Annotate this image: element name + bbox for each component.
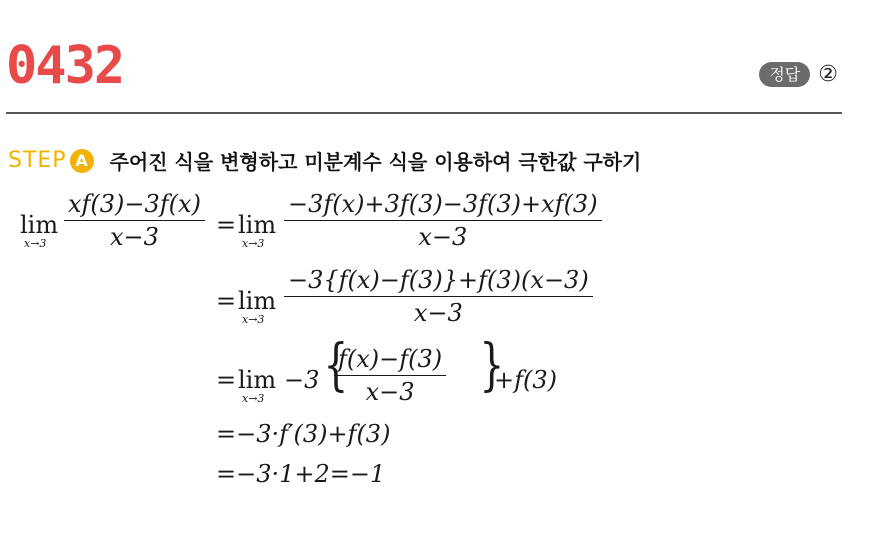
equals-sign: = bbox=[216, 287, 237, 315]
fraction-denominator: x−3 bbox=[284, 220, 602, 251]
term: +f(3) bbox=[494, 366, 557, 394]
problem-number: 0432 bbox=[6, 36, 124, 96]
fraction-line3 bbox=[334, 345, 446, 406]
fraction-denominator: x−3 bbox=[334, 375, 446, 406]
header-divider bbox=[6, 112, 842, 114]
limit-operator: lim x→3 bbox=[238, 287, 277, 326]
limit-operator: lim x→3 bbox=[20, 211, 59, 250]
equals-sign: = bbox=[216, 211, 237, 239]
limit-subscript: x→3 bbox=[242, 392, 265, 405]
fraction-line2 bbox=[284, 266, 593, 327]
fraction-numerator: xf(3)−3f(x) bbox=[68, 190, 201, 218]
answer-choice: ② bbox=[818, 62, 838, 88]
step-heading bbox=[8, 146, 641, 175]
fraction-rhs bbox=[284, 190, 602, 251]
limit-subscript: x→3 bbox=[242, 237, 265, 250]
result-line: =−3·f′(3)+f(3) bbox=[216, 420, 391, 448]
coefficient: −3 bbox=[284, 366, 320, 394]
equals-sign: = bbox=[216, 366, 237, 394]
close-brace: } bbox=[479, 333, 505, 398]
fraction-denominator: x−3 bbox=[284, 296, 593, 327]
limit-subscript: x→3 bbox=[24, 237, 47, 250]
fraction-lhs bbox=[64, 190, 205, 251]
step-label: STEP bbox=[8, 148, 67, 173]
limit-subscript: x→3 bbox=[242, 313, 265, 326]
fraction-numerator: f(x)−f(3) bbox=[338, 345, 443, 373]
final-result: =−3·1+2=−1 bbox=[216, 460, 386, 488]
answer-badge: 정답 bbox=[759, 62, 810, 87]
fraction-numerator: −3{f(x)−f(3)}+f(3)(x−3) bbox=[288, 266, 589, 294]
answer-area bbox=[759, 62, 838, 87]
open-brace: { bbox=[323, 333, 349, 398]
limit-operator: lim x→3 bbox=[238, 366, 277, 405]
fraction-numerator: −3f(x)+3f(3)−3f(3)+xf(3) bbox=[288, 190, 598, 218]
limit-operator: lim x→3 bbox=[238, 211, 277, 250]
step-title: 주어진 식을 변형하고 미분계수 식을 이용하여 극한값 구하기 bbox=[109, 150, 642, 174]
step-badge: A bbox=[70, 149, 94, 173]
fraction-denominator: x−3 bbox=[64, 220, 205, 251]
